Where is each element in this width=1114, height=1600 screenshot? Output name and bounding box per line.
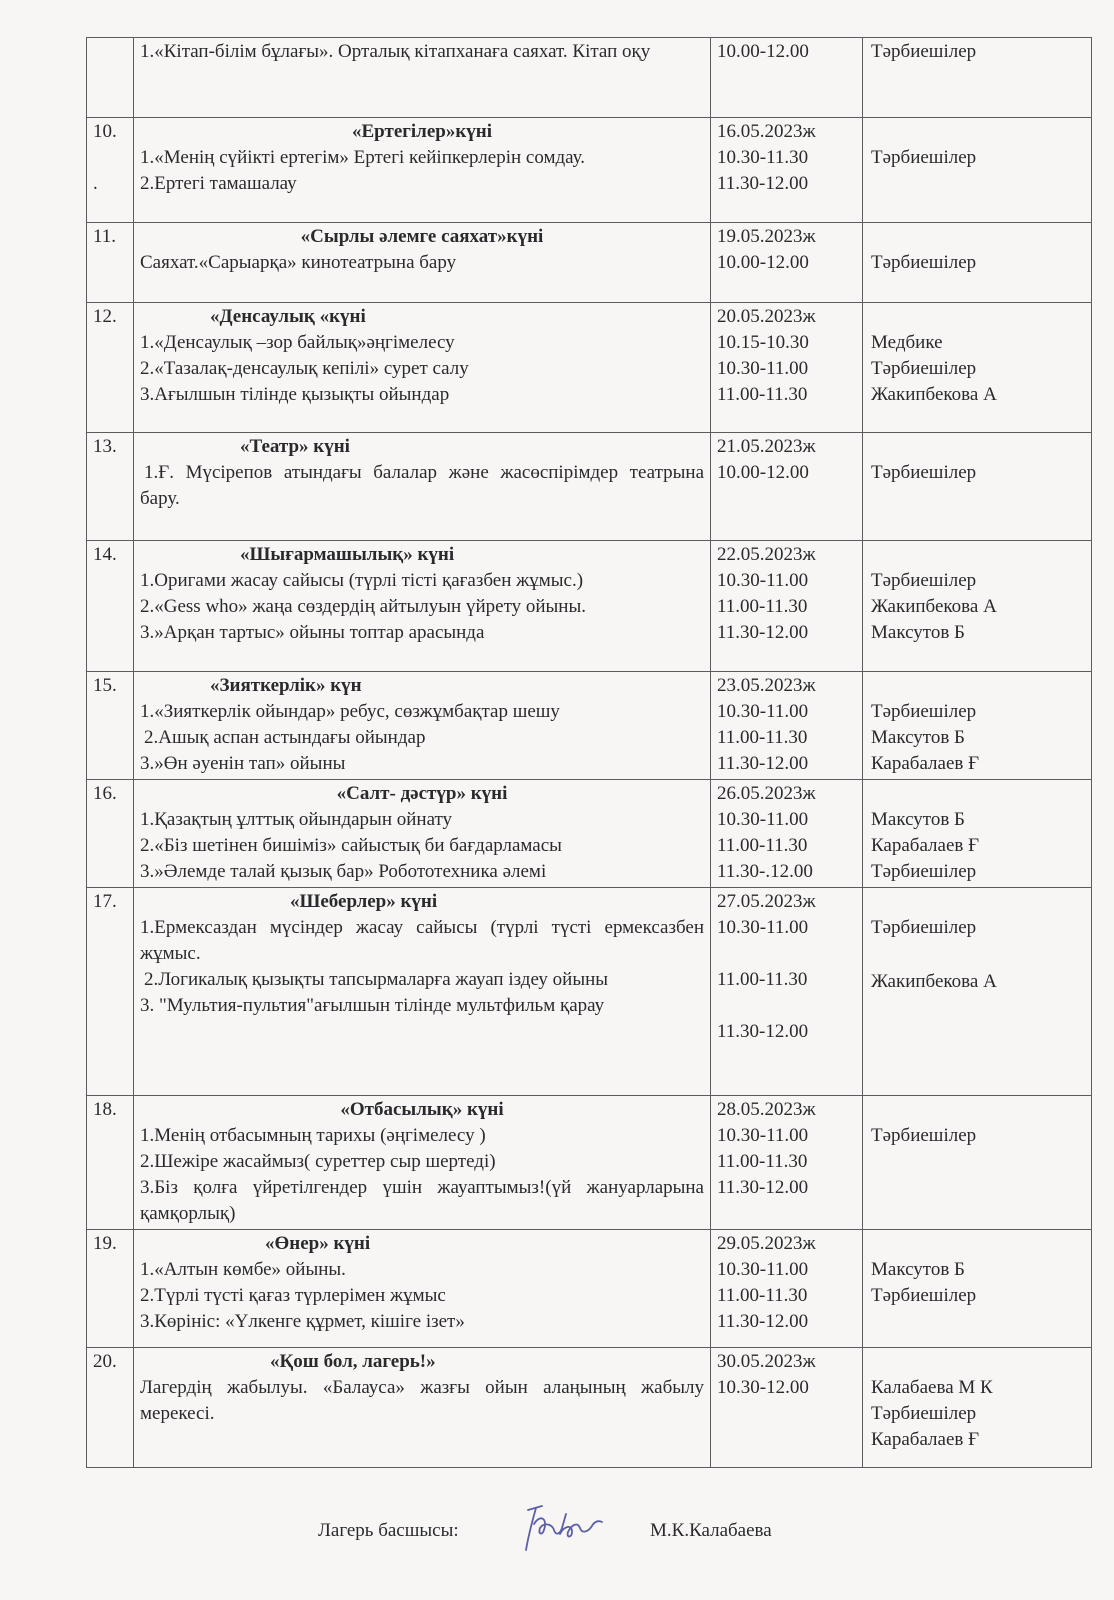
time-cell (711, 780, 863, 888)
day-title: «Қош бол, лагерь!» (270, 1351, 436, 1372)
time-slot: 10.30-11.00 (717, 1259, 809, 1280)
row-number: 14. (87, 541, 134, 672)
responsible-person: Карабалаев Ғ (871, 1429, 980, 1450)
responsible-person: Тәрбиешілер (871, 41, 977, 62)
date: 16.05.2023ж (717, 121, 816, 142)
activity-item: Саяхат.«Сарыарқа» кинотеатрына бару (140, 252, 457, 273)
table-row (87, 888, 1092, 1096)
document-page (86, 37, 1091, 1468)
activity-item: 2.Ашық аспан астындағы ойындар (144, 727, 426, 748)
responsible-person: Жакипбекова А (871, 596, 997, 617)
time-slot: 11.00-11.30 (717, 835, 808, 856)
responsible-person: Максутов Б (871, 1259, 965, 1280)
time-slot: 11.30-12.00 (717, 1021, 809, 1042)
responsible-person: Тәрбиешілер (871, 147, 977, 168)
camp-head-name: М.К.Калабаева (650, 1520, 772, 1541)
activity-item: 3.Ағылшын тілінде қызықты ойындар (140, 384, 450, 405)
responsible-person: Максутов Б (871, 622, 965, 643)
responsible-person: Тәрбиешілер (871, 1285, 977, 1306)
time-slot: 11.30-12.00 (717, 622, 809, 643)
table-row (87, 118, 1092, 223)
time-slot: 10.30-11.00 (717, 1125, 809, 1146)
time-slot: 10.30-11.00 (717, 809, 809, 830)
responsible-cell (863, 38, 1092, 118)
activity-cell (134, 1348, 711, 1468)
time-slot: 11.30-12.00 (717, 1177, 809, 1198)
table-row (87, 1348, 1092, 1468)
day-title: «Ертегілер»күні (352, 121, 492, 142)
activity-item: 3. "Мультия-пультия"ағылшын тілінде мультфильм қарау (140, 995, 605, 1016)
activity-item: 2.«Gess who» жаңа сөздердің айтылуын үйрету ойыны. (140, 596, 586, 617)
responsible-person: Медбике (871, 332, 943, 353)
day-title: «Өнер» күні (265, 1233, 371, 1254)
activity-cell (134, 1096, 711, 1230)
day-title: «Денсаулық «күні (210, 306, 366, 327)
time-cell (711, 433, 863, 541)
time-slot: 11.30-.12.00 (717, 861, 813, 882)
responsible-cell (863, 541, 1092, 672)
time-slot: 11.00-11.30 (717, 969, 808, 990)
responsible-person: Жакипбекова А (871, 384, 997, 405)
responsible-person: Максутов Б (871, 809, 965, 830)
activity-item: 2.Логикалық қызықты тапсырмаларға жауап іздеу ойыны (144, 969, 609, 990)
time-slot: 11.30-12.00 (717, 173, 809, 194)
table-row (87, 303, 1092, 433)
time-cell (711, 1230, 863, 1348)
responsible-cell (863, 1230, 1092, 1348)
row-number: 19. (87, 1230, 134, 1348)
responsible-cell (863, 303, 1092, 433)
activity-item: 1.«Алтын көмбе» ойыны. (140, 1259, 346, 1280)
responsible-person: Тәрбиешілер (871, 701, 977, 722)
activity-item: 1.Менің отбасымның тарихы (әңгімелесу ) (140, 1125, 486, 1146)
responsible-person: Карабалаев Ғ (871, 835, 980, 856)
responsible-cell (863, 433, 1092, 541)
time-slot: 11.30-12.00 (717, 753, 809, 774)
activity-cell (134, 433, 711, 541)
handwritten-signature-icon (520, 1504, 610, 1560)
row-number: 12. (87, 303, 134, 433)
activity-item: 3.»Әлемде талай қызық бар» Робототехника әлемі (140, 861, 547, 882)
activity-item: 3.Біз қолға үйретілгендер үшін жауаптымыз!(үй жануарларына қамқорлық) (140, 1177, 704, 1224)
row-number: 20. (87, 1348, 134, 1468)
activity-item: 1.Оригами жасау сайысы (түрлі тісті қағазбен жұмыс.) (140, 570, 584, 591)
activity-cell (134, 38, 711, 118)
activity-item: Лагердің жабылуы. «Балауса» жазғы ойын алаңының жабылу мерекесі. (140, 1377, 704, 1424)
responsible-person: Тәрбиешілер (871, 252, 977, 273)
row-number (87, 118, 134, 223)
table-row (87, 1230, 1092, 1348)
activity-item: 1.Қазақтың ұлттық ойындарын ойнату (140, 809, 453, 830)
day-title: «Салт- дәстүр» күні (336, 783, 508, 804)
activity-item: 3.»Арқан тартыс» ойыны топтар арасында (140, 622, 485, 643)
activity-cell (134, 118, 711, 223)
time-cell (711, 38, 863, 118)
activity-item: 2.«Тазалақ-денсаулық кепілі» сурет салу (140, 358, 469, 379)
time-cell (711, 672, 863, 780)
date: 21.05.2023ж (717, 436, 816, 457)
responsible-person: Тәрбиешілер (871, 358, 977, 379)
time-cell (711, 118, 863, 223)
table-row (87, 1096, 1092, 1230)
responsible-cell (863, 780, 1092, 888)
activity-item: 1.«Зияткерлік ойындар» ребус, сөзжұмбақтар шешу (140, 701, 560, 722)
time-cell (711, 1348, 863, 1468)
row-number: 18. (87, 1096, 134, 1230)
responsible-cell (863, 118, 1092, 223)
time-slot: 11.00-11.30 (717, 384, 808, 405)
responsible-person: Тәрбиешілер (871, 570, 977, 591)
time-slot: 10.30-11.00 (717, 701, 809, 722)
date: 20.05.2023ж (717, 306, 816, 327)
responsible-person: Жакипбекова А (871, 971, 997, 992)
time-cell (711, 888, 863, 1096)
activity-cell (134, 303, 711, 433)
responsible-cell (863, 672, 1092, 780)
date: 29.05.2023ж (717, 1233, 816, 1254)
time-slot: 10.00-12.00 (717, 462, 809, 483)
activity-item: 1.Ғ. Мүсірепов атындағы балалар және жасөспірімдер театрына бару. (140, 462, 704, 509)
time-slot: 11.00-11.30 (717, 596, 808, 617)
day-title: «Отбасылық» күні (340, 1099, 504, 1120)
time-slot: 11.00-11.30 (717, 1151, 808, 1172)
activity-cell (134, 672, 711, 780)
table-row (87, 541, 1092, 672)
time-slot: 11.00-11.30 (717, 1285, 808, 1306)
responsible-cell (863, 223, 1092, 303)
day-title: «Сырлы әлемге саяхат»күні (300, 226, 544, 247)
row-number (87, 38, 134, 118)
activity-item: 3.»Өн әуенін тап» ойыны (140, 753, 346, 774)
row-number-dot: . (93, 173, 98, 194)
day-title: «Зияткерлік» күн (210, 675, 362, 696)
time-slot: 11.00-11.30 (717, 727, 808, 748)
row-number-text: 10. (93, 121, 117, 142)
responsible-person: Тәрбиешілер (871, 917, 977, 938)
responsible-person: Калабаева М К (871, 1377, 993, 1398)
time-slot: 10.30-11.30 (717, 147, 809, 168)
activity-item: 1.Ермексаздан мүсіндер жасау сайысы (түрлі түсті ермексазбен жұмыс. (140, 917, 704, 964)
day-title: «Шығармашылық» күні (240, 544, 455, 565)
date: 19.05.2023ж (717, 226, 816, 247)
responsible-person: Тәрбиешілер (871, 861, 977, 882)
row-number: 16. (87, 780, 134, 888)
responsible-cell (863, 888, 1092, 1096)
responsible-person: Карабалаев Ғ (871, 753, 980, 774)
table-row (87, 38, 1092, 118)
row-number: 17. (87, 888, 134, 1096)
responsible-person: Максутов Б (871, 727, 965, 748)
camp-head-label: Лагерь басшысы: (318, 1520, 459, 1541)
time-slot: 10.00-12.00 (717, 41, 809, 62)
responsible-person: Тәрбиешілер (871, 462, 977, 483)
activity-item: 1.«Менің сүйікті ертегім» Ертегі кейіпкерлерін сомдау. (140, 147, 585, 168)
date: 22.05.2023ж (717, 544, 816, 565)
activity-item: 2.«Біз шетінен бишіміз» сайыстық би бағдарламасы (140, 835, 562, 856)
responsible-cell (863, 1348, 1092, 1468)
time-slot: 10.30-11.00 (717, 570, 809, 591)
row-number: 15. (87, 672, 134, 780)
activity-cell (134, 541, 711, 672)
date: 23.05.2023ж (717, 675, 816, 696)
activity-cell (134, 1230, 711, 1348)
time-cell (711, 1096, 863, 1230)
table-row (87, 672, 1092, 780)
activity-cell (134, 223, 711, 303)
time-slot: 10.15-10.30 (717, 332, 809, 353)
time-cell (711, 303, 863, 433)
activity-cell (134, 888, 711, 1096)
activity-item: 1.«Денсаулық –зор байлық»әңгімелесу (140, 332, 455, 353)
time-slot: 11.30-12.00 (717, 1311, 809, 1332)
date: 30.05.2023ж (717, 1351, 816, 1372)
activity-item: 2.Ертегі тамашалау (140, 173, 297, 194)
time-slot: 10.00-12.00 (717, 252, 809, 273)
camp-schedule-table (86, 37, 1092, 1468)
responsible-person: Тәрбиешілер (871, 1125, 977, 1146)
time-cell (711, 223, 863, 303)
date: 27.05.2023ж (717, 891, 816, 912)
date: 26.05.2023ж (717, 783, 816, 804)
table-row (87, 780, 1092, 888)
day-title: «Шеберлер» күні (290, 891, 438, 912)
activity-item: 2.Шежіре жасаймыз( суреттер сыр шертеді) (140, 1151, 496, 1172)
activity-cell (134, 780, 711, 888)
row-number: 11. (87, 223, 134, 303)
time-slot: 10.30-11.00 (717, 917, 809, 938)
table-row (87, 223, 1092, 303)
activity-item: 1.«Кітап-білім бұлағы». Орталық кітапханаға саяхат. Кітап оқу (140, 41, 651, 62)
row-number: 13. (87, 433, 134, 541)
time-cell (711, 541, 863, 672)
table-row (87, 433, 1092, 541)
date: 28.05.2023ж (717, 1099, 816, 1120)
day-title: «Театр» күні (240, 436, 350, 457)
activity-item: 2.Түрлі түсті қағаз түрлерімен жұмыс (140, 1285, 446, 1306)
activity-item: 3.Көрініс: «Үлкенге құрмет, кішіге ізет» (140, 1311, 465, 1332)
responsible-cell (863, 1096, 1092, 1230)
time-slot: 10.30-11.00 (717, 358, 809, 379)
responsible-person: Тәрбиешілер (871, 1403, 977, 1424)
time-slot: 10.30-12.00 (717, 1377, 809, 1398)
